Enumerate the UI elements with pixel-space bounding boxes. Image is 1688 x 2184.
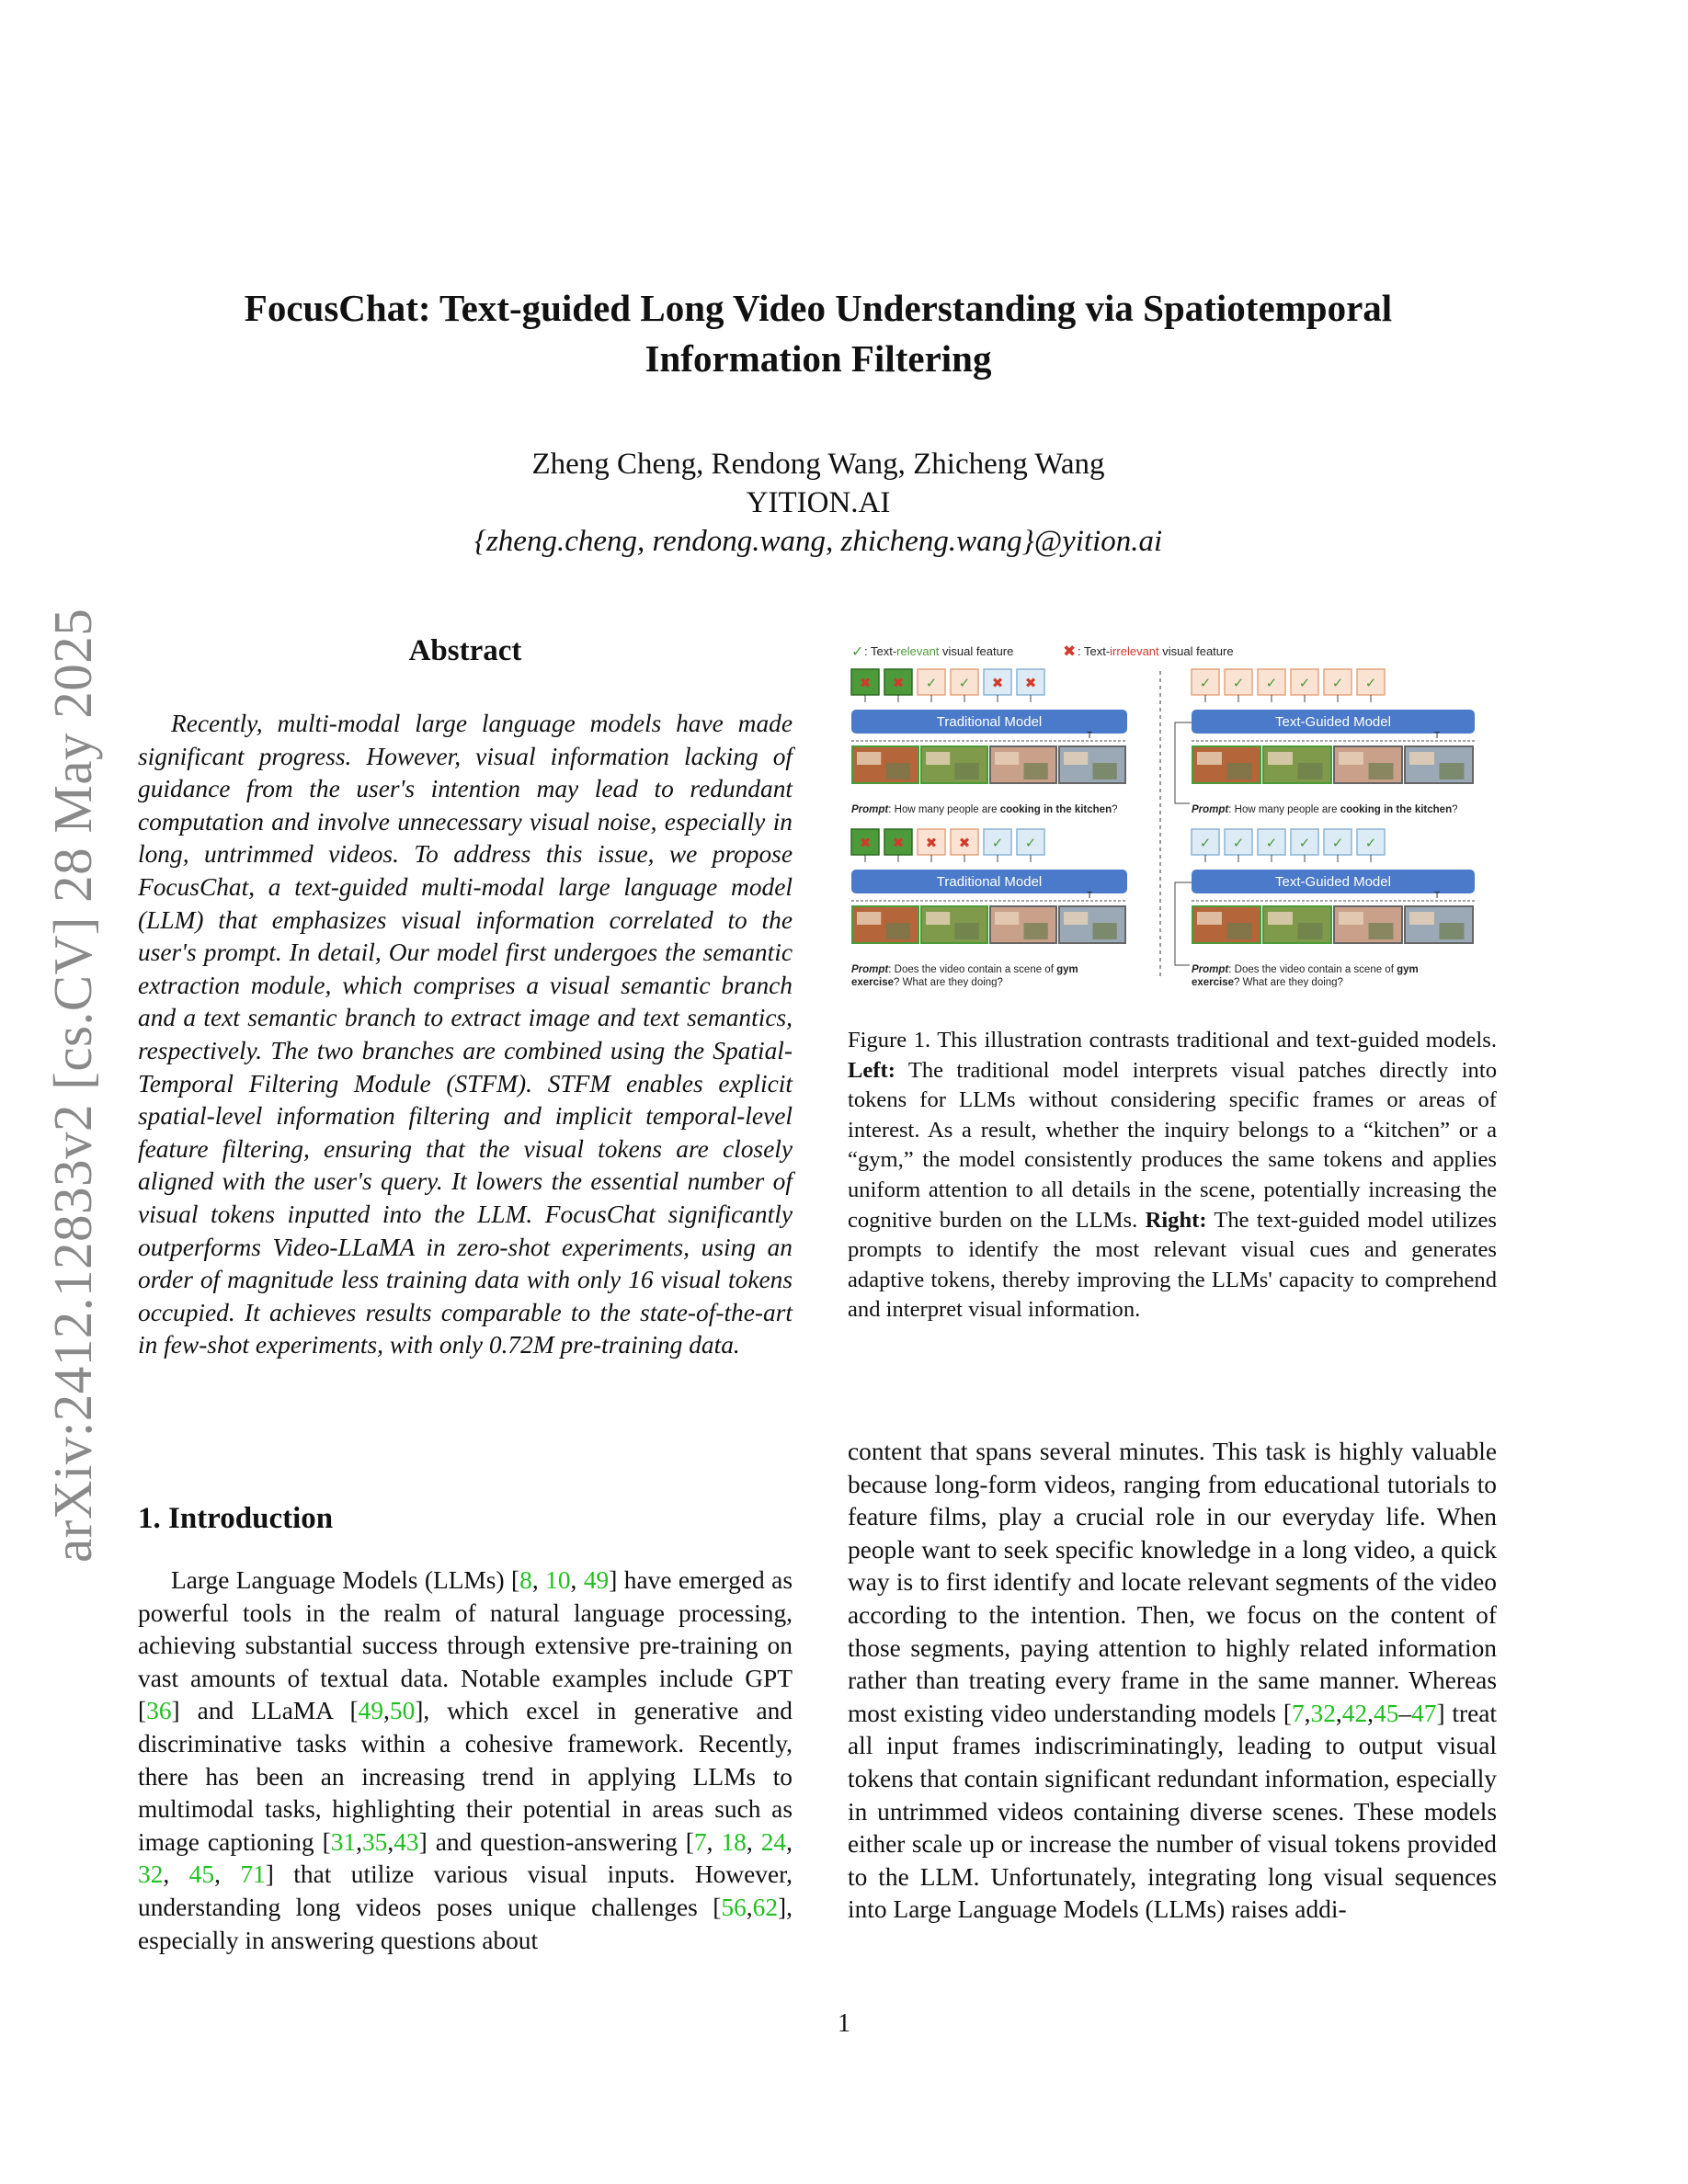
caption-prefix: Figure 1. This illustration contrasts traditional and text-guided models. [848, 1028, 1497, 1052]
paragraph-text: , [746, 1827, 761, 1856]
frame-detail [886, 923, 910, 939]
legend-text: visual feature [1158, 644, 1234, 658]
figure-1-caption [848, 1026, 1497, 1325]
paragraph-text: , [214, 1860, 241, 1889]
legend-text: visual feature [939, 644, 1014, 658]
time-axis-label: T [1434, 731, 1441, 741]
prompt-segment: : Does the video contain a scene of [1228, 964, 1397, 975]
legend-text: : Text- [864, 644, 897, 658]
frame-detail [1227, 763, 1252, 779]
frame-detail [1093, 923, 1117, 939]
citation-link[interactable]: 47 [1411, 1699, 1437, 1727]
caption-left-label: Left: [848, 1057, 895, 1083]
abstract-heading: Abstract [408, 634, 522, 667]
paragraph-text: , [1335, 1699, 1342, 1727]
citation-link[interactable]: 49 [358, 1697, 384, 1725]
cross-icon: ✖ [1024, 676, 1037, 691]
check-icon: ✓ [1232, 836, 1245, 851]
paragraph-text: ] and question-answering [ [418, 1827, 694, 1856]
prompt-segment: Prompt [851, 964, 889, 975]
intro-paragraph-2 [848, 1436, 1497, 1927]
prompt-segment: ? What are they doing? [894, 977, 1003, 987]
cross-icon: ✖ [991, 676, 1004, 691]
title-line-2: Information Filtering [644, 337, 992, 380]
paper-title [138, 283, 1499, 384]
frame-detail [926, 752, 950, 765]
frame-detail [886, 763, 910, 779]
paragraph-text: , [387, 1827, 394, 1856]
check-icon: ✓ [1331, 836, 1344, 851]
check-icon: ✓ [1331, 676, 1344, 691]
citation-link[interactable]: 43 [393, 1827, 419, 1856]
model-label: Traditional Model [936, 714, 1043, 730]
legend-irrelevant [1078, 644, 1234, 658]
check-icon: ✓ [1364, 836, 1377, 851]
figure-1-diagram [848, 638, 1497, 987]
paragraph-text: ], which excel in generative and discriminative tasks within a cohesive framework. Recently, there has been an increasing trend in applying LLMs to multimodal tasks, highlighting their potential in areas such as image captioning [ [138, 1697, 793, 1856]
prompt-segment: exercise [1192, 977, 1235, 987]
check-icon: ✓ [958, 676, 971, 691]
frame-detail [1409, 912, 1434, 925]
paragraph-text: , [1304, 1699, 1311, 1727]
frame-detail [1268, 912, 1293, 925]
frame-detail [1298, 763, 1323, 779]
author-emails: {zheng.cheng, rendong.wang, zhicheng.wang}@yition.ai [473, 525, 1163, 558]
paragraph-text: ], especially in answering questions about [138, 1893, 793, 1954]
check-icon: ✓ [1232, 676, 1245, 691]
prompt-arrow [1175, 882, 1192, 965]
citation-link[interactable]: 8 [519, 1566, 532, 1594]
author-names: Zheng Cheng, Rendong Wang, Zhicheng Wang [531, 448, 1105, 481]
prompt-text [1192, 964, 1419, 987]
frame-detail [1339, 752, 1363, 765]
paragraph-text: , [1367, 1699, 1374, 1727]
prompt-segment: ? [1452, 804, 1458, 815]
citation-link[interactable]: 32 [1310, 1699, 1336, 1727]
citation-link[interactable]: 36 [146, 1697, 172, 1725]
frame-detail [926, 912, 950, 925]
frame-detail [1024, 923, 1048, 939]
paragraph-text: , [706, 1827, 722, 1856]
legend-text: irrelevant [1110, 644, 1159, 658]
prompt-arrow [1175, 722, 1192, 803]
frame-detail [1369, 923, 1394, 939]
model-label: Traditional Model [936, 874, 1043, 890]
citation-link[interactable]: 7 [1291, 1699, 1305, 1727]
cross-icon: ✖ [859, 676, 872, 691]
check-icon: ✓ [1298, 676, 1311, 691]
frame-detail [955, 923, 979, 939]
prompt-text [851, 964, 1078, 987]
prompt-segment: Prompt [1192, 804, 1229, 815]
legend-text: relevant [896, 644, 940, 658]
prompt-segment: gym [1397, 964, 1419, 975]
legend-text: : Text- [1078, 644, 1111, 658]
paragraph-text: , [356, 1827, 362, 1856]
figure-1 [848, 638, 1497, 987]
citation-link[interactable]: 7 [693, 1827, 707, 1856]
paragraph-text: ] and LLaMA [ [171, 1697, 359, 1725]
prompt-segment: : How many people are [1228, 804, 1340, 815]
page-number: 1 [838, 2009, 850, 2038]
citation-link[interactable]: 35 [361, 1827, 388, 1856]
citation-link[interactable]: 49 [583, 1566, 610, 1594]
frame-detail [857, 912, 881, 925]
prompt-segment: gym [1056, 964, 1078, 975]
paragraph-text: ] treat all input frames indiscriminatingly, leading to output visual tokens that contain significant redundant information, especially in untrimmed videos containing diverse scenes. These models either scale up or increase the number of visual tokens provided to the LLM. Unfortunately, integrating long visual sequences into Large Language Models (LLMs) raises addi- [848, 1699, 1497, 1924]
cross-icon: ✖ [925, 836, 938, 851]
check-icon: ✓ [925, 676, 938, 691]
affiliation: YITION.AI [746, 486, 891, 519]
check-icon: ✓ [991, 836, 1004, 851]
model-label: Text-Guided Model [1275, 874, 1391, 890]
check-icon: ✓ [1364, 676, 1377, 691]
frame-detail [1440, 923, 1465, 939]
model-label: Text-Guided Model [1275, 714, 1391, 730]
check-icon: ✓ [1298, 836, 1311, 851]
check-icon: ✓ [1199, 676, 1212, 691]
citation-link[interactable]: 56 [721, 1893, 747, 1921]
citation-link[interactable]: 45 [188, 1860, 215, 1889]
frame-detail [1227, 923, 1252, 939]
caption-left-text: The traditional model interprets visual patches directly into tokens for LLMs without considering specific frames or areas of interest. As a result, whether the inquiry belongs to a “kitchen” or a “gym,” the model consistently produces the same tokens and applies uniform attention to all details in the scene, potentially increasing the cognitive burden on the LLMs. [848, 1057, 1497, 1233]
prompt-segment: ? What are they doing? [1234, 977, 1343, 987]
prompt-text [851, 804, 1118, 815]
paragraph-text: , [531, 1566, 546, 1594]
abstract-text: Recently, multi-modal large language models have made significant progress. However, visual information lacking of guidance from the user's intention may lead to redundant computation and involve unnecessary visual noise, especially in long, untrimmed videos. To address this issue, we propose FocusChat, a text-guided multi-modal large language model (LLM) that emphasizes visual information correlated to the user's prompt. In detail, Our model first undergoes the semantic extraction module, which comprises a visual semantic branch and a text semantic branch to extract image and text semantics, respectively. The two branches are combined using the Spatial-Temporal Filtering Module (STFM). STFM enables explicit spatial-level information filtering and implicit temporal-level feature filtering, ensuring that the visual tokens are closely aligned with the user's query. It lowers the essential number of visual tokens inputted into the LLM. FocusChat significantly outperforms Video-LLaMA in zero-shot experiments, using an order of magnitude less training data with only 16 visual tokens occupied. It achieves results comparable to the state-of-the-art in few-shot experiments, with only 0.72M pre-training data. [138, 710, 793, 1359]
prompt-segment: cooking in the kitchen [999, 804, 1112, 815]
title-line-1: FocusChat: Text-guided Long Video Understanding via Spatiotemporal [244, 287, 1393, 329]
check-icon: ✓ [1265, 676, 1278, 691]
check-icon: ✓ [851, 644, 864, 660]
citation-link[interactable]: 31 [330, 1827, 357, 1856]
paragraph-text: , [383, 1697, 390, 1725]
frame-detail [1339, 912, 1363, 925]
frame-detail [1064, 752, 1088, 765]
prompt-segment: : How many people are [888, 804, 1000, 815]
citation-link[interactable]: 32 [138, 1860, 164, 1889]
caption-right-text: The text-guided model utilizes prompts to identify the most relevant visual cues and generates adaptive tokens, thereby improving the LLMs' capacity to comprehend and interpret visual information. [848, 1207, 1497, 1323]
frame-detail [1093, 763, 1117, 779]
frame-detail [995, 912, 1019, 925]
cross-icon: ✖ [859, 836, 872, 851]
prompt-text [1192, 804, 1458, 815]
citation-link[interactable]: 50 [389, 1697, 416, 1725]
citation-link[interactable]: 71 [240, 1860, 266, 1889]
citation-link[interactable]: 45 [1374, 1699, 1399, 1727]
frame-detail [1369, 763, 1394, 779]
paragraph-text: Large Language Models (LLMs) [ [171, 1566, 520, 1594]
caption-right-label: Right: [1145, 1207, 1207, 1233]
time-axis-label: T [1434, 891, 1441, 901]
frame-detail [1024, 763, 1048, 779]
frame-detail [1268, 752, 1293, 765]
cross-icon: ✖ [892, 676, 905, 691]
frame-detail [1298, 923, 1323, 939]
prompt-segment: cooking in the kitchen [1340, 804, 1453, 815]
check-icon: ✓ [1265, 836, 1278, 851]
frame-detail [955, 763, 979, 779]
time-axis-label: T [1087, 731, 1093, 741]
citation-link[interactable]: 62 [752, 1893, 779, 1921]
paragraph-text: ] have emerged as powerful tools in the realm of natural language processing, achieving substantial success through extensive pre-training on vast amounts of textual data. Notable examples include GPT [ [138, 1566, 793, 1725]
paragraph-text: content that spans several minutes. This task is highly valuable because long-form videos, ranging from educational tutorials to feature films, play a crucial role in our everyday life. When people want to seek specific knowledge in a long video, a quick way is to first identify and locate relevant segments of the video according to the intention. Then, we focus on the content of those segments, paying attention to highly related information rather than treating every frame in the same manner. Whereas most existing video understanding models [ [848, 1438, 1497, 1727]
check-icon: ✓ [1199, 836, 1212, 851]
paragraph-text: , [746, 1893, 753, 1921]
paragraph-text: , [570, 1566, 584, 1594]
paragraph-text: – [1398, 1699, 1412, 1727]
citation-link[interactable]: 24 [760, 1827, 787, 1856]
prompt-segment: ? [1112, 804, 1118, 815]
prompt-segment: Prompt [851, 804, 889, 815]
cross-icon: ✖ [958, 836, 971, 851]
paragraph-text: ] that utilize various visual inputs. However, understanding long videos poses unique challenges [ [138, 1860, 793, 1921]
paragraph-text: , [163, 1860, 189, 1889]
citation-link[interactable]: 42 [1341, 1699, 1368, 1727]
citation-link[interactable]: 18 [721, 1827, 747, 1856]
prompt-segment: Prompt [1192, 964, 1229, 975]
frame-detail [1409, 752, 1434, 765]
legend-relevant [864, 644, 1013, 658]
prompt-segment: : Does the video contain a scene of [888, 964, 1057, 975]
time-axis-label: T [1087, 891, 1093, 901]
intro-paragraph-1 [138, 1564, 793, 1957]
frame-detail [1197, 912, 1222, 925]
prompt-segment: exercise [851, 977, 895, 987]
frame-detail [1064, 912, 1088, 925]
paragraph-text: , [786, 1827, 793, 1856]
citation-link[interactable]: 10 [545, 1566, 571, 1594]
frame-detail [1440, 763, 1465, 779]
cross-icon: ✖ [1063, 643, 1077, 660]
cross-icon: ✖ [892, 836, 905, 851]
frame-detail [857, 752, 881, 765]
check-icon: ✓ [1024, 836, 1037, 851]
section-heading-introduction: 1. Introduction [138, 1502, 334, 1535]
frame-detail [1197, 752, 1222, 765]
arxiv-identifier: arXiv:2412.12833v2 [cs.CV] 28 May 2025 [42, 608, 103, 1563]
frame-detail [995, 752, 1019, 765]
author-block [138, 445, 1499, 561]
